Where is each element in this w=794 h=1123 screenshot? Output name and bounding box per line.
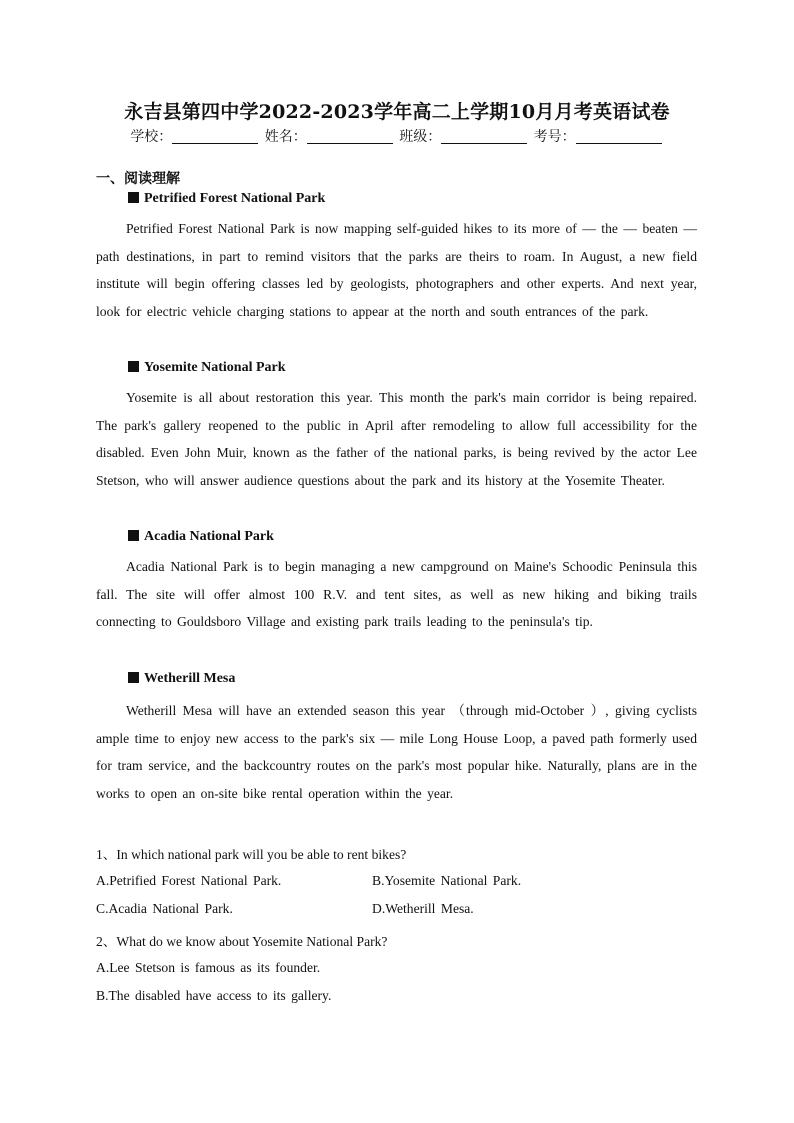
paragraph-yosemite: Yosemite is all about restoration this year. This month the park's main corridor is being repaired. The park's gallery reopened to the public in April after remodeling to allow full accessibility for the disabled. Even John Muir, known as the father of the national parks, is being revived by the actor Lee Stetson, who will answer audience questions about the park and its history at the Yosemite Theater. — [96, 390, 697, 488]
park-heading-acadia — [128, 529, 274, 545]
question-1-option-b[interactable]: B.Yosemite National Park. — [372, 873, 522, 888]
student-info-line — [0, 126, 794, 146]
paragraph-wetherill: Wetherill Mesa will have an extended season this year （through mid-October ）, giving cyclists ample time to enjoy new access to the park's six — mile Long House Loop, a paved path formerly used for tram service, and the backcountry routes on the park's most popular hike. Naturally, plans are in the works to open an on-site bike rental operation within the year. — [96, 703, 697, 801]
question-1-option-d[interactable]: D.Wetherill Mesa. — [372, 901, 474, 916]
exam-number-label: 考号： — [533, 129, 576, 145]
school-blank[interactable] — [172, 129, 258, 144]
exam-number-blank[interactable] — [576, 129, 662, 144]
question-2-option-a[interactable]: A.Lee Stetson is famous as its founder. — [96, 960, 321, 975]
park-heading-yosemite — [128, 360, 286, 376]
name-label: 姓名： — [264, 129, 307, 145]
school-label: 学校： — [130, 129, 173, 145]
name-blank[interactable] — [307, 129, 393, 144]
paragraph-petrified: Petrified Forest National Park is now mapping self-guided hikes to its more of — the — beaten — path destinations, in part to remind visitors that the parks are theirs to roam. In August, a new field institute will begin offering classes led by geologists, photographers and other experts. And next year, look for electric vehicle charging stations to appear at the north and south entrances of the park. — [96, 221, 697, 319]
question-1-option-c[interactable]: C.Acadia National Park. — [96, 901, 233, 916]
park-heading-petrified — [128, 191, 325, 207]
black-square-icon — [128, 672, 139, 683]
question-2-option-b[interactable]: B.The disabled have access to its gallery. — [96, 988, 332, 1003]
park-name: Wetherill Mesa — [144, 671, 236, 686]
park-name: Petrified Forest National Park — [144, 191, 326, 206]
section-heading: 一、阅读理解 — [96, 171, 180, 187]
question-1-option-a[interactable]: A.Petrified Forest National Park. — [96, 873, 282, 888]
question-2-stem: 2、What do we know about Yosemite National Park? — [96, 934, 388, 949]
park-name: Acadia National Park — [144, 529, 274, 544]
black-square-icon — [128, 192, 139, 203]
black-square-icon — [128, 361, 139, 372]
black-square-icon — [128, 530, 139, 541]
class-blank[interactable] — [441, 129, 527, 144]
park-name: Yosemite National Park — [144, 360, 286, 375]
question-1-stem: 1、In which national park will you be able to rent bikes? — [96, 847, 407, 862]
class-label: 班级： — [399, 129, 442, 145]
exam-title: 永吉县第四中学2022-2023学年高二上学期10月月考英语试卷 — [124, 101, 670, 123]
paragraph-acadia: Acadia National Park is to begin managing a new campground on Maine's Schoodic Peninsula this fall. The site will offer almost 100 R.V. and tent sites, as well as new hiking and biking trails connecting to Gouldsboro Village and existing park trails leading to the peninsula's tip. — [96, 559, 697, 630]
park-heading-wetherill — [128, 671, 235, 687]
